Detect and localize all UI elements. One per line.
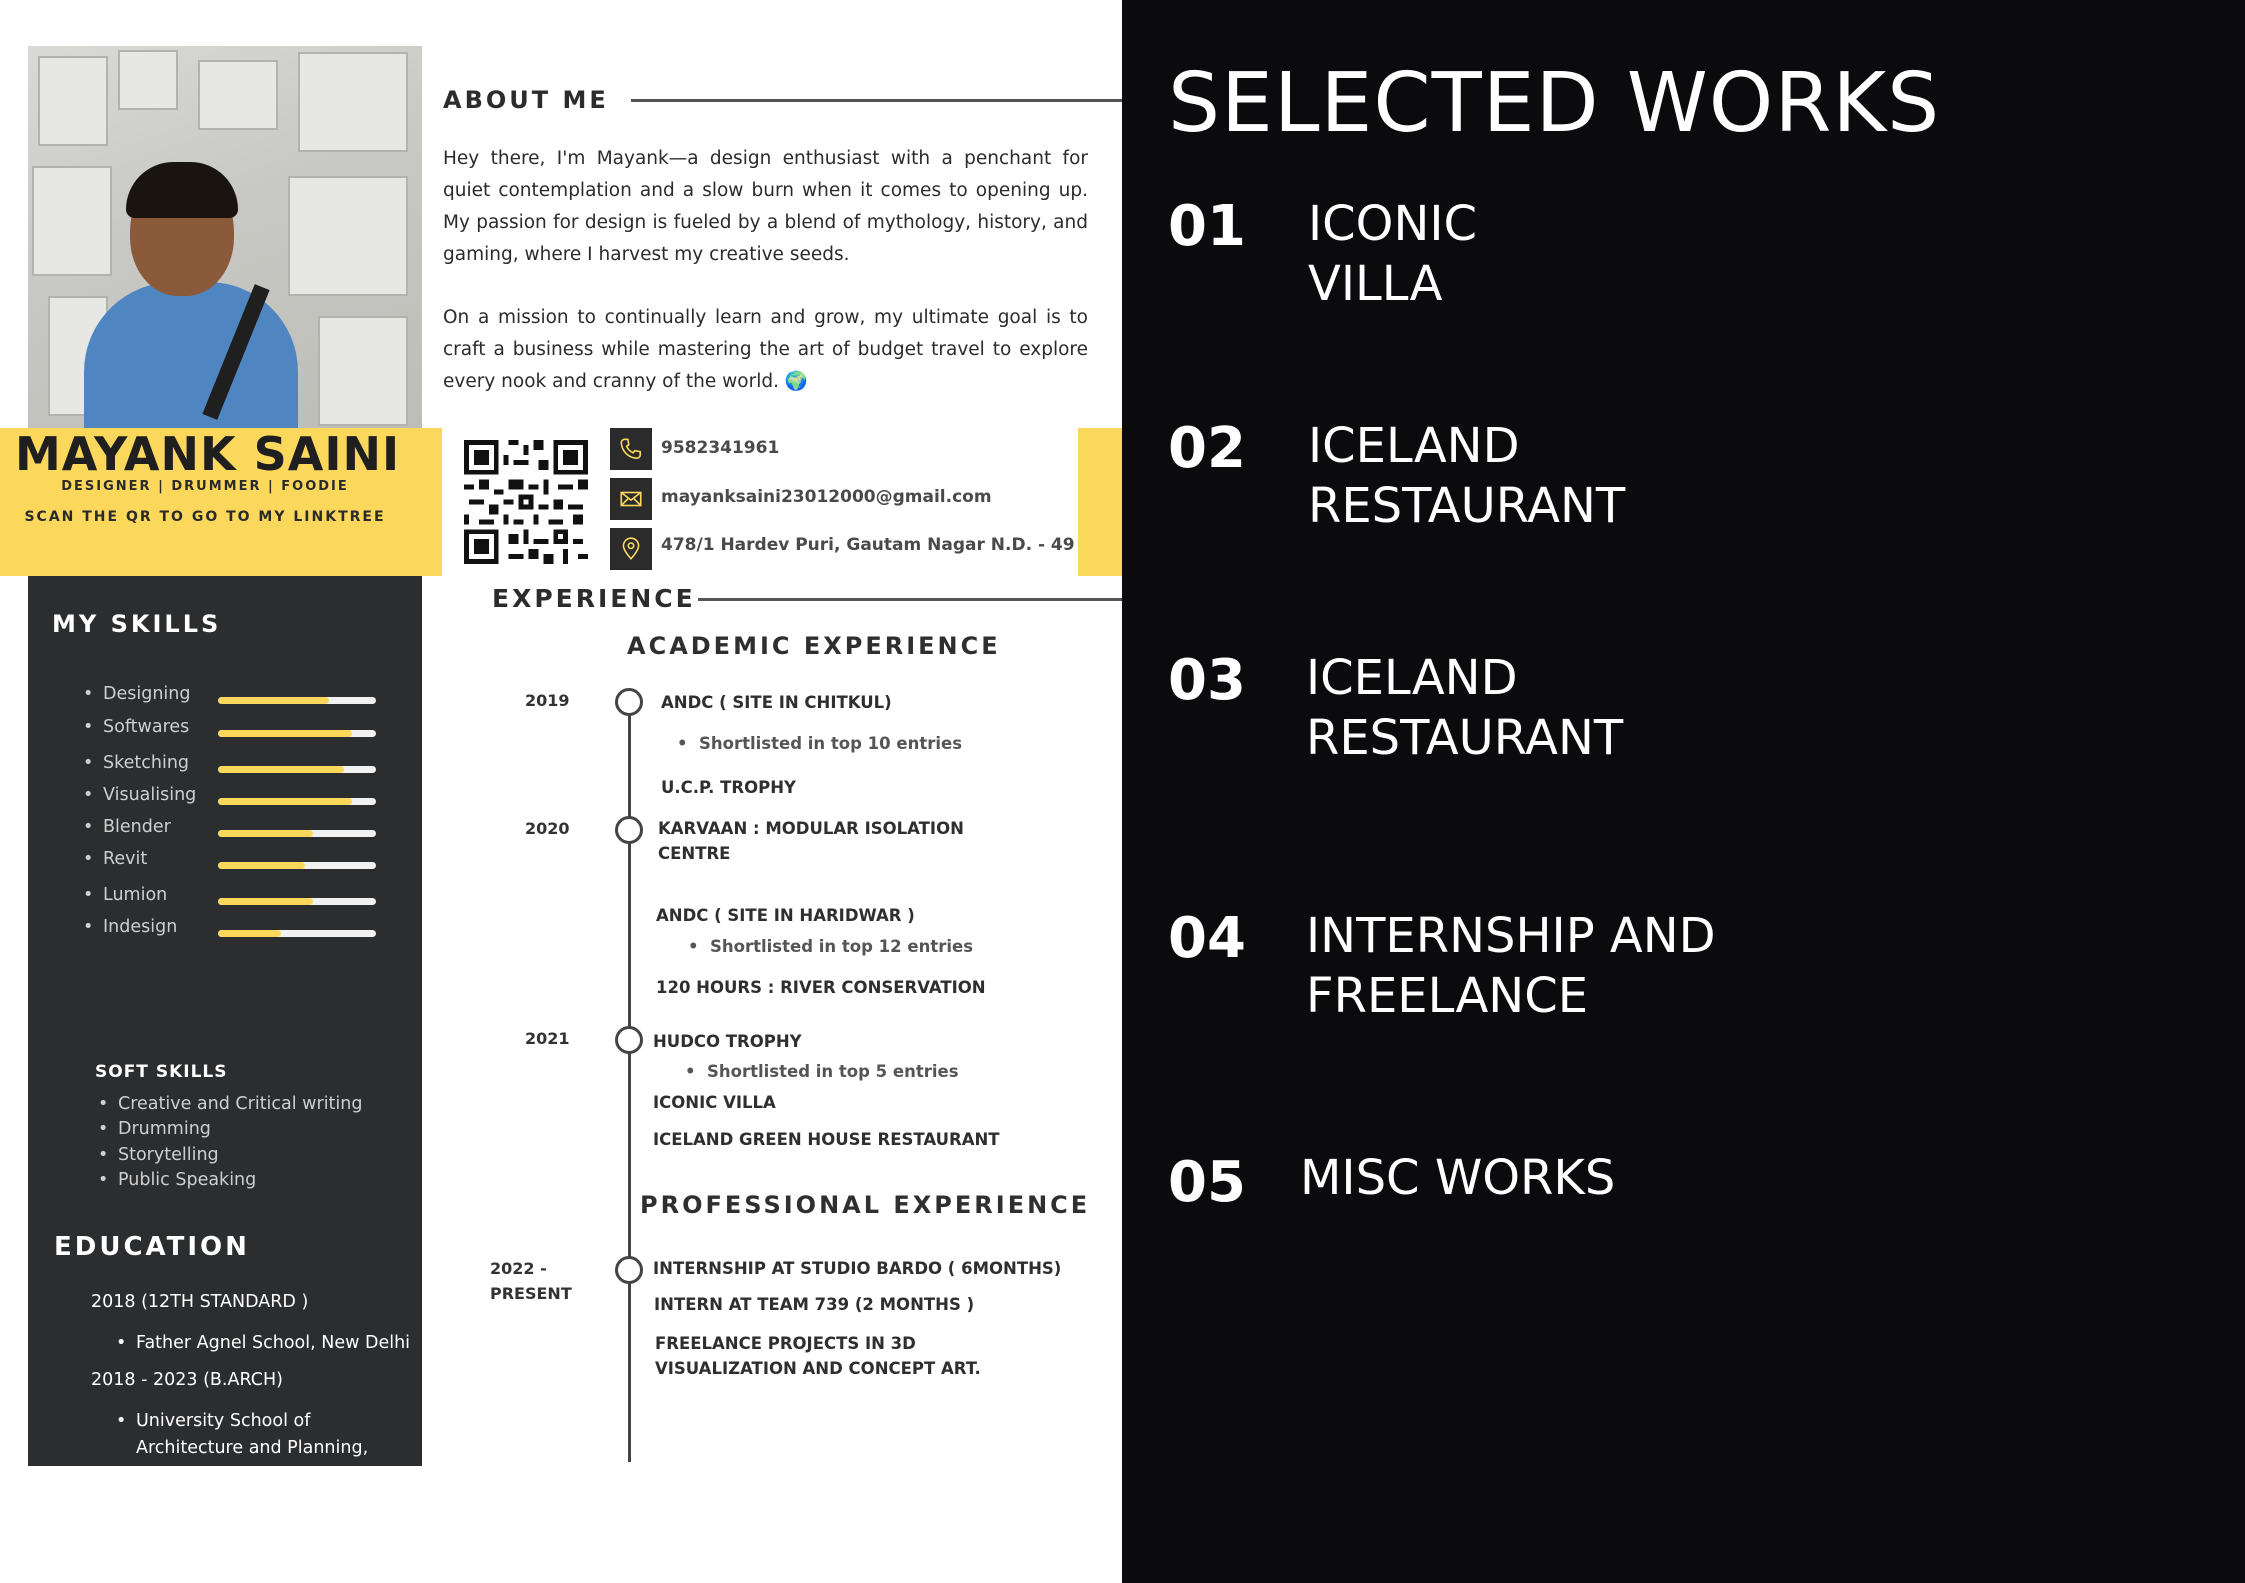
experience-entry: U.C.P. TROPHY [661,778,796,797]
skill-level-bar [218,730,376,737]
experience-entry: ANDC ( SITE IN CHITKUL) [661,693,892,712]
skill-name: • Visualising [103,785,196,805]
work-title-line: ICELAND [1308,418,1520,474]
timeline-node [615,1256,643,1284]
skill-level-fill [218,830,313,837]
work-title[interactable] [1306,906,1716,1026]
person-roles: DESIGNER | DRUMMER | FOODIE [61,479,349,494]
education-period: 2018 - 2023 (B.ARCH) [91,1370,283,1390]
work-number: 03 [1168,648,1246,713]
about-title: ABOUT ME [443,86,609,114]
about-rule [631,99,1122,102]
skill-level-fill [218,898,313,905]
education-detail: • University School of [136,1411,310,1431]
soft-skill-item: • Creative and Critical writing [118,1094,362,1114]
soft-skills-title: SOFT SKILLS [95,1062,228,1082]
timeline-year: PRESENT [490,1284,572,1303]
skill-level-bar [218,697,376,704]
work-title-line: MISC WORKS [1300,1150,1616,1206]
linktree-qr-code[interactable] [458,434,594,570]
education-detail: • Father Agnel School, New Delhi [136,1333,410,1353]
skill-level-bar [218,766,376,773]
scan-qr-text: SCAN THE QR TO GO TO MY LINKTREE [24,509,386,525]
skill-level-bar [218,798,376,805]
experience-entry: ANDC ( SITE IN HARIDWAR ) [656,906,915,925]
work-title-line: ICELAND [1306,650,1518,706]
skill-level-bar [218,830,376,837]
timeline-year: 2019 [525,691,570,710]
skill-name: • Blender [103,817,171,837]
experience-rule [698,598,1122,601]
phone-icon [610,428,652,470]
experience-entry: ICONIC VILLA [653,1093,776,1112]
skill-level-fill [218,930,281,937]
experience-entry: INTERN AT TEAM 739 (2 MONTHS ) [654,1295,975,1314]
experience-entry: VISUALIZATION AND CONCEPT ART. [655,1359,981,1378]
timeline-year: 2022 - [490,1259,547,1278]
skill-name: • Indesign [103,917,177,937]
skill-name: • Designing [103,684,190,704]
works-title: SELECTED WORKS [1168,56,1941,151]
work-number: 01 [1168,194,1246,259]
mail-icon [610,478,652,520]
skill-name: • Lumion [103,885,167,905]
timeline-year: 2021 [525,1029,570,1048]
experience-entry: KARVAAN : MODULAR ISOLATION [658,819,964,838]
timeline-node [615,1026,643,1054]
person-name: MAYANK SAINI [15,427,401,481]
skill-level-bar [218,862,376,869]
work-title-line: FREELANCE [1306,968,1589,1024]
skill-level-fill [218,798,352,805]
work-title[interactable] [1308,416,1625,536]
profile-photo [28,46,422,428]
experience-entry: 120 HOURS : RIVER CONSERVATION [656,978,986,997]
soft-skill-item: • Public Speaking [118,1170,256,1190]
experience-note: • Shortlisted in top 12 entries [710,937,973,956]
work-number: 04 [1168,906,1246,971]
skill-level-fill [218,730,352,737]
selected-works-panel [1122,0,2245,1583]
skill-level-bar [218,898,376,905]
skill-level-fill [218,697,329,704]
education-period: 2018 (12TH STANDARD ) [91,1292,309,1312]
skill-name: • Revit [103,849,147,869]
work-title[interactable] [1306,648,1623,768]
experience-entry: CENTRE [658,844,731,863]
skill-name: • Softwares [103,717,189,737]
name-band-edge [1078,428,1122,576]
skills-title: MY SKILLS [52,610,222,638]
professional-experience-title: PROFESSIONAL EXPERIENCE [640,1191,1091,1219]
skill-name: • Sketching [103,753,189,773]
work-title-line: ICONIC [1308,196,1478,252]
work-number: 05 [1168,1150,1246,1215]
academic-experience-title: ACADEMIC EXPERIENCE [627,632,1001,660]
education-title: EDUCATION [54,1232,250,1262]
timeline-node [615,816,643,844]
email-address[interactable]: mayanksaini23012000@gmail.com [661,487,992,507]
experience-note: • Shortlisted in top 5 entries [707,1062,959,1081]
address: 478/1 Hardev Puri, Gautam Nagar N.D. - 49 [661,535,1075,555]
location-pin-icon [610,528,652,570]
experience-entry: HUDCO TROPHY [653,1032,802,1051]
soft-skill-item: • Storytelling [118,1145,219,1165]
phone-number[interactable]: 9582341961 [661,438,780,458]
timeline-line [628,700,631,1462]
skill-level-bar [218,930,376,937]
experience-entry: INTERNSHIP AT STUDIO BARDO ( 6MONTHS) [653,1259,1062,1278]
education-detail: Architecture and Planning, [136,1438,369,1458]
experience-entry: ICELAND GREEN HOUSE RESTAURANT [653,1130,1000,1149]
experience-note: • Shortlisted in top 10 entries [699,734,962,753]
timeline-year: 2020 [525,819,570,838]
resume-page [0,0,1122,1583]
work-title-line: RESTAURANT [1306,710,1624,766]
timeline-node [615,688,643,716]
skill-level-fill [218,862,305,869]
experience-entry: FREELANCE PROJECTS IN 3D [655,1334,916,1353]
about-paragraph-1: Hey there, I'm Mayank—a design enthusiast with a penchant for quiet contemplation and a slow burn when it comes to opening up. My passion for design is fueled by a blend of mythology, history, and gaming, where I harvest my creative seeds. [443,148,1088,265]
work-title[interactable] [1308,194,1477,314]
skills-sidebar [28,576,422,1466]
skill-level-fill [218,766,344,773]
work-number: 02 [1168,416,1246,481]
soft-skill-item: • Drumming [118,1119,211,1139]
experience-title: EXPERIENCE [492,584,696,613]
work-title-line: RESTAURANT [1308,478,1626,534]
work-title-line: VILLA [1308,256,1443,312]
work-title[interactable] [1300,1148,1615,1208]
about-paragraph-2: On a mission to continually learn and grow, my ultimate goal is to craft a business while mastering the art of budget travel to explore every nook and cranny of the world. 🌍 [443,307,1088,392]
work-title-line: INTERNSHIP AND [1306,908,1716,964]
